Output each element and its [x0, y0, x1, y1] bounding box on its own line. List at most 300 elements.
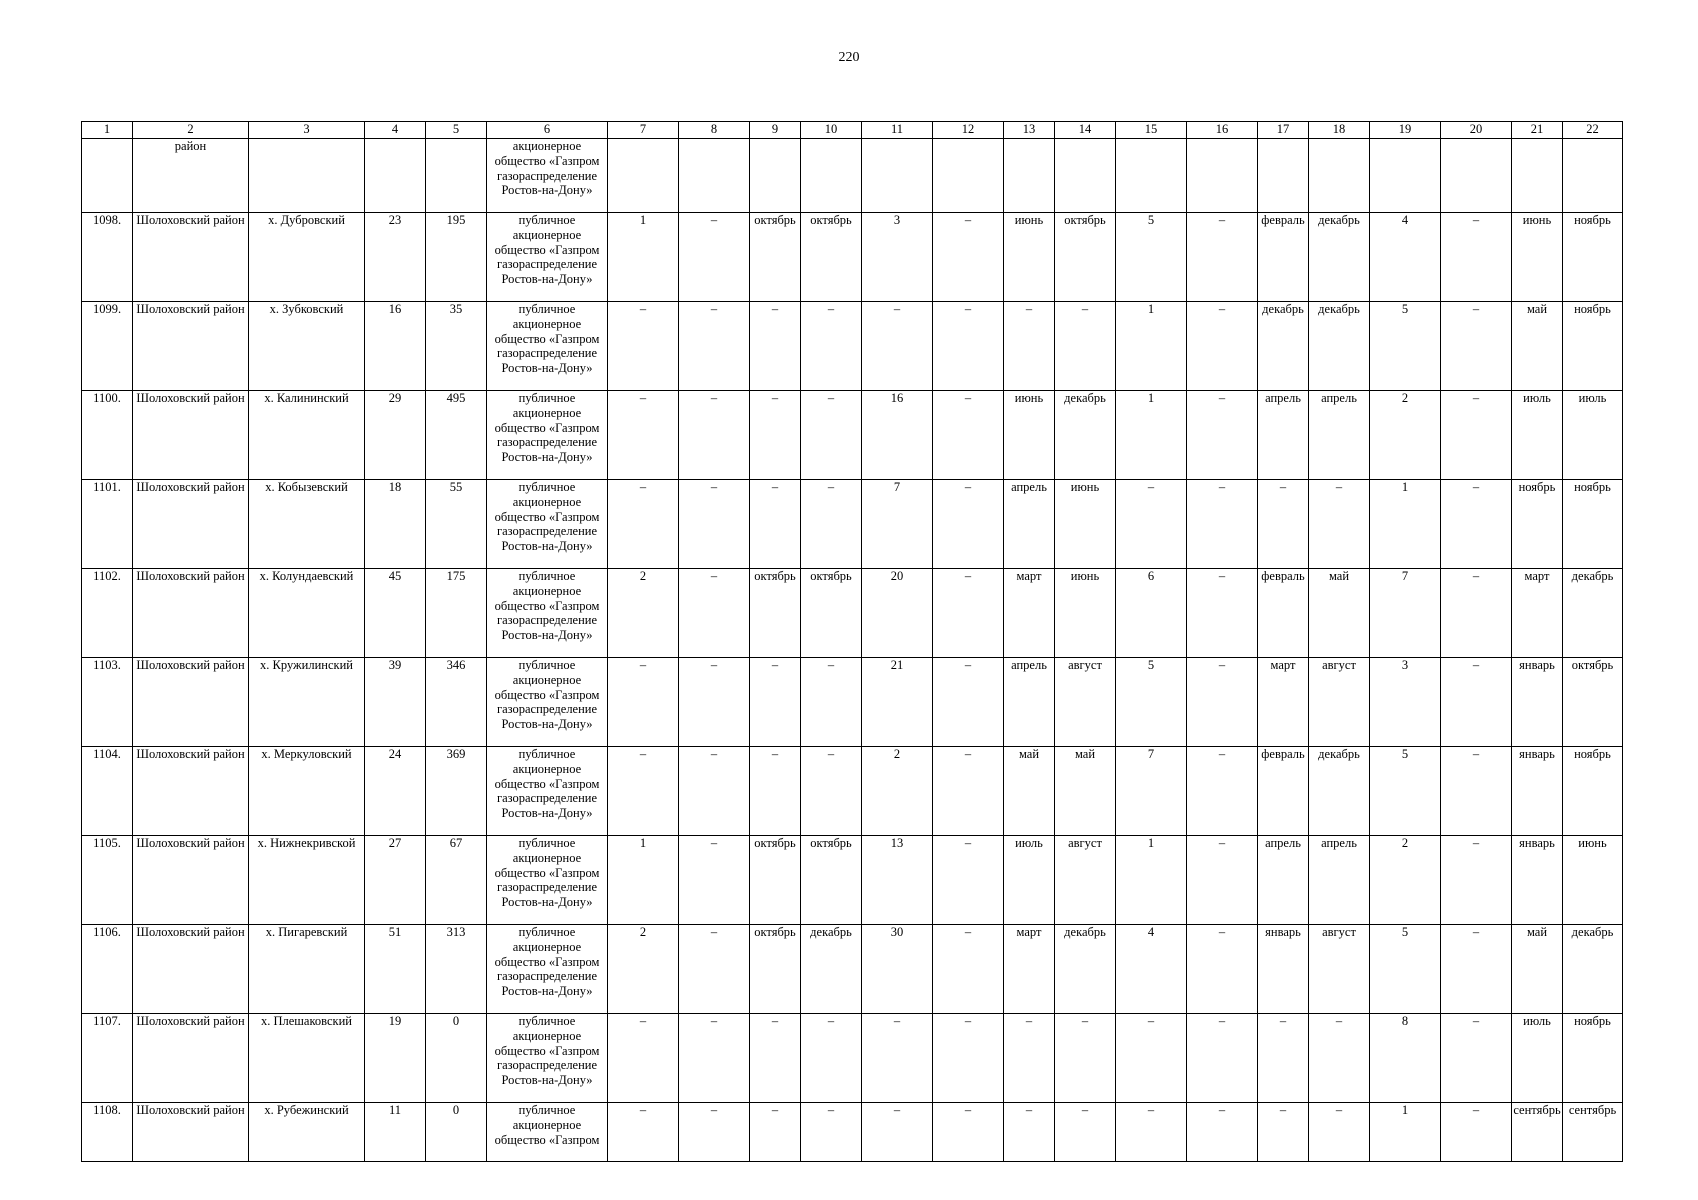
cell-district: Шолоховский район [133, 658, 249, 747]
cell-num: 1107. [82, 1014, 133, 1103]
cell-c19: 7 [1370, 569, 1441, 658]
cell-c11: 21 [862, 658, 933, 747]
column-header-15: 15 [1116, 122, 1187, 139]
column-header-5: 5 [426, 122, 487, 139]
cell-c4: 19 [365, 1014, 426, 1103]
cell-c16: – [1187, 302, 1258, 391]
cell-c19: 1 [1370, 480, 1441, 569]
cell-c14: август [1055, 658, 1116, 747]
cell-settlement: х. Пигаревский [249, 925, 365, 1014]
cell-c14: – [1055, 1014, 1116, 1103]
cell-c4: 45 [365, 569, 426, 658]
cell-14 [1055, 139, 1116, 213]
cell-c15: – [1116, 480, 1187, 569]
column-header-13: 13 [1004, 122, 1055, 139]
cell-c19: 5 [1370, 747, 1441, 836]
cell-c21: март [1512, 569, 1563, 658]
cell-c21: май [1512, 302, 1563, 391]
cell-c11: – [862, 302, 933, 391]
cell-c17: апрель [1258, 391, 1309, 480]
cell-c10: декабрь [801, 925, 862, 1014]
table-row [82, 1103, 1623, 1162]
cell-c17: март [1258, 658, 1309, 747]
cell-c19: 5 [1370, 302, 1441, 391]
cell-c10: – [801, 480, 862, 569]
cell-c20: – [1441, 925, 1512, 1014]
cell-c17: февраль [1258, 213, 1309, 302]
cell-c14: август [1055, 836, 1116, 925]
cell-c8: – [679, 925, 750, 1014]
cell-c11: – [862, 1103, 933, 1162]
cell-c7: – [608, 480, 679, 569]
cell-num: 1108. [82, 1103, 133, 1162]
cell-c4: 39 [365, 658, 426, 747]
cell-settlement: х. Нижнекривской [249, 836, 365, 925]
cell-c5: 313 [426, 925, 487, 1014]
cell-c19: 5 [1370, 925, 1441, 1014]
cell-district: Шолоховский район [133, 569, 249, 658]
column-header-10: 10 [801, 122, 862, 139]
cell-c19: 2 [1370, 391, 1441, 480]
column-header-6: 6 [487, 122, 608, 139]
cell-c12: – [933, 836, 1004, 925]
cell-district: Шолоховский район [133, 1103, 249, 1162]
cell-settlement [249, 139, 365, 213]
column-header-19: 19 [1370, 122, 1441, 139]
cell-district: Шолоховский район [133, 925, 249, 1014]
cell-c14: декабрь [1055, 925, 1116, 1014]
cell-c9: – [750, 302, 801, 391]
cell-c9: – [750, 480, 801, 569]
cell-c17: апрель [1258, 836, 1309, 925]
cell-c13: – [1004, 1014, 1055, 1103]
cell-c17: декабрь [1258, 302, 1309, 391]
cell-settlement: х. Дубровский [249, 213, 365, 302]
cell-c14: декабрь [1055, 391, 1116, 480]
cell-c13: март [1004, 569, 1055, 658]
cell-c16: – [1187, 1014, 1258, 1103]
cell-district: Шолоховский район [133, 480, 249, 569]
cell-c8: – [679, 1103, 750, 1162]
cell-c18: май [1309, 569, 1370, 658]
cell-22 [1563, 139, 1623, 213]
cell-c10: – [801, 1103, 862, 1162]
cell-c15: 7 [1116, 747, 1187, 836]
cell-c18: – [1309, 480, 1370, 569]
cell-8 [679, 139, 750, 213]
cell-c15: – [1116, 1103, 1187, 1162]
cell-c20: – [1441, 658, 1512, 747]
cell-c5: 346 [426, 658, 487, 747]
column-header-4: 4 [365, 122, 426, 139]
cell-c18: декабрь [1309, 213, 1370, 302]
cell-15 [1116, 139, 1187, 213]
cell-21 [1512, 139, 1563, 213]
cell-c19: 2 [1370, 836, 1441, 925]
cell-c19: 1 [1370, 1103, 1441, 1162]
cell-num: 1105. [82, 836, 133, 925]
cell-c22: ноябрь [1563, 1014, 1623, 1103]
cell-c10: октябрь [801, 213, 862, 302]
cell-c16: – [1187, 747, 1258, 836]
cell-c21: июль [1512, 391, 1563, 480]
cell-c8: – [679, 1014, 750, 1103]
cell-settlement: х. Рубежинский [249, 1103, 365, 1162]
cell-c8: – [679, 658, 750, 747]
cell-operator: публичное акционерное общество «Газпром газораспределение Ростов-на-Дону» [487, 925, 608, 1014]
column-header-2: 2 [133, 122, 249, 139]
cell-c11: 2 [862, 747, 933, 836]
cell-c11: – [862, 1014, 933, 1103]
cell-c5: 195 [426, 213, 487, 302]
cell-c4: 24 [365, 747, 426, 836]
cell-num: 1101. [82, 480, 133, 569]
cell-c13: июнь [1004, 213, 1055, 302]
cell-c20: – [1441, 391, 1512, 480]
cell-c9: октябрь [750, 925, 801, 1014]
cell-c10: октябрь [801, 569, 862, 658]
table-row [82, 391, 1623, 480]
table-row [82, 836, 1623, 925]
cell-c14: октябрь [1055, 213, 1116, 302]
cell-num: 1099. [82, 302, 133, 391]
cell-c22: ноябрь [1563, 480, 1623, 569]
cell-c22: июль [1563, 391, 1623, 480]
cell-c19: 3 [1370, 658, 1441, 747]
cell-c14: июнь [1055, 569, 1116, 658]
cell-c19: 4 [1370, 213, 1441, 302]
cell-c5: 0 [426, 1103, 487, 1162]
cell-c17: февраль [1258, 569, 1309, 658]
cell-c9: – [750, 1014, 801, 1103]
cell-c9: октябрь [750, 836, 801, 925]
cell-settlement: х. Калининский [249, 391, 365, 480]
cell-c15: 5 [1116, 213, 1187, 302]
column-header-21: 21 [1512, 122, 1563, 139]
cell-district: Шолоховский район [133, 747, 249, 836]
cell-c8: – [679, 836, 750, 925]
cell-c21: январь [1512, 658, 1563, 747]
table-row [82, 1014, 1623, 1103]
cell-c12: – [933, 302, 1004, 391]
cell-c8: – [679, 480, 750, 569]
cell-num: 1100. [82, 391, 133, 480]
cell-c11: 13 [862, 836, 933, 925]
cell-num: 1106. [82, 925, 133, 1014]
table-row [82, 302, 1623, 391]
table-row-continuation [82, 139, 1623, 213]
cell-settlement: х. Плешаковский [249, 1014, 365, 1103]
cell-operator: публичное акционерное общество «Газпром газораспределение Ростов-на-Дону» [487, 658, 608, 747]
cell-c16: – [1187, 658, 1258, 747]
cell-district: Шолоховский район [133, 836, 249, 925]
cell-4 [365, 139, 426, 213]
cell-district: Шолоховский район [133, 302, 249, 391]
cell-10 [801, 139, 862, 213]
cell-c16: – [1187, 836, 1258, 925]
cell-c7: 2 [608, 569, 679, 658]
cell-c21: январь [1512, 836, 1563, 925]
cell-c20: – [1441, 213, 1512, 302]
cell-c21: январь [1512, 747, 1563, 836]
cell-c8: – [679, 391, 750, 480]
cell-c21: май [1512, 925, 1563, 1014]
cell-c12: – [933, 391, 1004, 480]
cell-c10: – [801, 391, 862, 480]
cell-c9: октябрь [750, 213, 801, 302]
cell-settlement: х. Кружилинский [249, 658, 365, 747]
cell-c4: 16 [365, 302, 426, 391]
table-row [82, 925, 1623, 1014]
cell-c20: – [1441, 302, 1512, 391]
cell-c16: – [1187, 391, 1258, 480]
cell-c4: 27 [365, 836, 426, 925]
cell-c7: – [608, 747, 679, 836]
cell-c4: 29 [365, 391, 426, 480]
cell-c11: 16 [862, 391, 933, 480]
cell-settlement: х. Кобызевский [249, 480, 365, 569]
column-header-18: 18 [1309, 122, 1370, 139]
cell-operator: публичное акционерное общество «Газпром газораспределение Ростов-на-Дону» [487, 213, 608, 302]
cell-17 [1258, 139, 1309, 213]
cell-c16: – [1187, 925, 1258, 1014]
cell-c10: – [801, 658, 862, 747]
cell-settlement: х. Колундаевский [249, 569, 365, 658]
cell-c12: – [933, 213, 1004, 302]
column-header-12: 12 [933, 122, 1004, 139]
cell-c14: – [1055, 1103, 1116, 1162]
cell-c15: 5 [1116, 658, 1187, 747]
cell-c9: – [750, 658, 801, 747]
cell-c14: июнь [1055, 480, 1116, 569]
cell-c22: июнь [1563, 836, 1623, 925]
cell-c20: – [1441, 836, 1512, 925]
cell-c9: – [750, 391, 801, 480]
cell-c11: 20 [862, 569, 933, 658]
cell-c14: – [1055, 302, 1116, 391]
cell-num: 1098. [82, 213, 133, 302]
cell-c22: октябрь [1563, 658, 1623, 747]
page-number: 220 [838, 50, 860, 65]
cell-c7: – [608, 1103, 679, 1162]
cell-16 [1187, 139, 1258, 213]
cell-c18: декабрь [1309, 302, 1370, 391]
column-header-17: 17 [1258, 122, 1309, 139]
cell-c7: 1 [608, 836, 679, 925]
cell-c17: – [1258, 480, 1309, 569]
cell-c16: – [1187, 1103, 1258, 1162]
cell-c12: – [933, 1014, 1004, 1103]
cell-c10: – [801, 747, 862, 836]
cell-operator: публичное акционерное общество «Газпром газораспределение Ростов-на-Дону» [487, 302, 608, 391]
table-row [82, 658, 1623, 747]
table-row [82, 480, 1623, 569]
cell-c18: – [1309, 1014, 1370, 1103]
column-header-3: 3 [249, 122, 365, 139]
cell-c15: 1 [1116, 836, 1187, 925]
cell-c14: май [1055, 747, 1116, 836]
cell-c5: 0 [426, 1014, 487, 1103]
cell-district: Шолоховский район [133, 1014, 249, 1103]
cell-operator: публичное акционерное общество «Газпром газораспределение Ростов-на-Дону» [487, 569, 608, 658]
cell-operator: публичное акционерное общество «Газпром газораспределение Ростов-на-Дону» [487, 480, 608, 569]
cell-11 [862, 139, 933, 213]
cell-c13: июль [1004, 836, 1055, 925]
cell-c12: – [933, 658, 1004, 747]
cell-c17: – [1258, 1103, 1309, 1162]
table-row [82, 747, 1623, 836]
cell-c20: – [1441, 747, 1512, 836]
cell-c21: ноябрь [1512, 480, 1563, 569]
cell-c17: январь [1258, 925, 1309, 1014]
cell-operator: публичное акционерное общество «Газпром газораспределение Ростов-на-Дону» [487, 391, 608, 480]
cell-operator: публичное акционерное общество «Газпром газораспределение Ростов-на-Дону» [487, 747, 608, 836]
cell-c16: – [1187, 213, 1258, 302]
column-header-20: 20 [1441, 122, 1512, 139]
cell-c21: сентябрь [1512, 1103, 1563, 1162]
cell-c18: апрель [1309, 836, 1370, 925]
cell-c12: – [933, 480, 1004, 569]
cell-c10: октябрь [801, 836, 862, 925]
column-header-11: 11 [862, 122, 933, 139]
cell-c21: июнь [1512, 213, 1563, 302]
cell-c12: – [933, 1103, 1004, 1162]
cell-c11: 30 [862, 925, 933, 1014]
cell-19 [1370, 139, 1441, 213]
cell-c18: апрель [1309, 391, 1370, 480]
cell-c17: февраль [1258, 747, 1309, 836]
cell-c4: 23 [365, 213, 426, 302]
table-row [82, 213, 1623, 302]
cell-c22: декабрь [1563, 925, 1623, 1014]
cell-9 [750, 139, 801, 213]
column-header-9: 9 [750, 122, 801, 139]
cell-c13: апрель [1004, 480, 1055, 569]
column-header-1: 1 [82, 122, 133, 139]
cell-c17: – [1258, 1014, 1309, 1103]
cell-num: 1104. [82, 747, 133, 836]
cell-c4: 11 [365, 1103, 426, 1162]
cell-operator: публичное акционерное общество «Газпром газораспределение Ростов-на-Дону» [487, 836, 608, 925]
cell-c22: ноябрь [1563, 213, 1623, 302]
cell-c18: август [1309, 925, 1370, 1014]
cell-c12: – [933, 925, 1004, 1014]
cell-18 [1309, 139, 1370, 213]
cell-num: 1103. [82, 658, 133, 747]
cell-c7: – [608, 391, 679, 480]
cell-12 [933, 139, 1004, 213]
cell-c7: – [608, 1014, 679, 1103]
cell-operator: акционерное общество «Газпром газораспределение Ростов-на-Дону» [487, 139, 608, 213]
cell-c19: 8 [1370, 1014, 1441, 1103]
cell-c15: 6 [1116, 569, 1187, 658]
cell-operator: публичное акционерное общество «Газпром газораспределение Ростов-на-Дону» [487, 1014, 608, 1103]
column-number-header-row [82, 122, 1623, 139]
cell-c22: сентябрь [1563, 1103, 1623, 1162]
column-header-8: 8 [679, 122, 750, 139]
cell-20 [1441, 139, 1512, 213]
cell-c20: – [1441, 1014, 1512, 1103]
cell-c13: март [1004, 925, 1055, 1014]
cell-c9: – [750, 747, 801, 836]
cell-c8: – [679, 569, 750, 658]
cell-c5: 175 [426, 569, 487, 658]
cell-c7: 1 [608, 213, 679, 302]
cell-c5: 369 [426, 747, 487, 836]
cell-c8: – [679, 213, 750, 302]
cell-c22: декабрь [1563, 569, 1623, 658]
cell-c12: – [933, 569, 1004, 658]
cell-c5: 67 [426, 836, 487, 925]
cell-c13: апрель [1004, 658, 1055, 747]
cell-c11: 3 [862, 213, 933, 302]
cell-c22: ноябрь [1563, 747, 1623, 836]
cell-district: Шолоховский район [133, 391, 249, 480]
cell-c22: ноябрь [1563, 302, 1623, 391]
cell-c16: – [1187, 569, 1258, 658]
cell-c8: – [679, 302, 750, 391]
cell-c15: 4 [1116, 925, 1187, 1014]
cell-c21: июль [1512, 1014, 1563, 1103]
cell-district: район [133, 139, 249, 213]
cell-c18: – [1309, 1103, 1370, 1162]
gasification-schedule-table [81, 121, 1623, 1162]
cell-c4: 18 [365, 480, 426, 569]
cell-num [82, 139, 133, 213]
cell-c7: 2 [608, 925, 679, 1014]
cell-c18: август [1309, 658, 1370, 747]
cell-c7: – [608, 302, 679, 391]
cell-num: 1102. [82, 569, 133, 658]
cell-c8: – [679, 747, 750, 836]
table-row [82, 569, 1623, 658]
cell-c9: октябрь [750, 569, 801, 658]
cell-c4: 51 [365, 925, 426, 1014]
cell-district: Шолоховский район [133, 213, 249, 302]
cell-c10: – [801, 302, 862, 391]
cell-c16: – [1187, 480, 1258, 569]
cell-c13: – [1004, 302, 1055, 391]
cell-c13: июнь [1004, 391, 1055, 480]
cell-operator: публичное акционерное общество «Газпром [487, 1103, 608, 1162]
cell-5 [426, 139, 487, 213]
cell-c11: 7 [862, 480, 933, 569]
column-header-14: 14 [1055, 122, 1116, 139]
cell-7 [608, 139, 679, 213]
cell-c15: 1 [1116, 391, 1187, 480]
cell-c20: – [1441, 569, 1512, 658]
cell-c13: – [1004, 1103, 1055, 1162]
cell-c10: – [801, 1014, 862, 1103]
cell-c18: декабрь [1309, 747, 1370, 836]
column-header-16: 16 [1187, 122, 1258, 139]
cell-c5: 35 [426, 302, 487, 391]
column-header-7: 7 [608, 122, 679, 139]
cell-c15: – [1116, 1014, 1187, 1103]
cell-c13: май [1004, 747, 1055, 836]
cell-c9: – [750, 1103, 801, 1162]
cell-c5: 495 [426, 391, 487, 480]
cell-c20: – [1441, 480, 1512, 569]
cell-settlement: х. Зубковский [249, 302, 365, 391]
cell-c15: 1 [1116, 302, 1187, 391]
cell-c20: – [1441, 1103, 1512, 1162]
cell-c5: 55 [426, 480, 487, 569]
cell-13 [1004, 139, 1055, 213]
cell-c7: – [608, 658, 679, 747]
column-header-22: 22 [1563, 122, 1623, 139]
cell-c12: – [933, 747, 1004, 836]
